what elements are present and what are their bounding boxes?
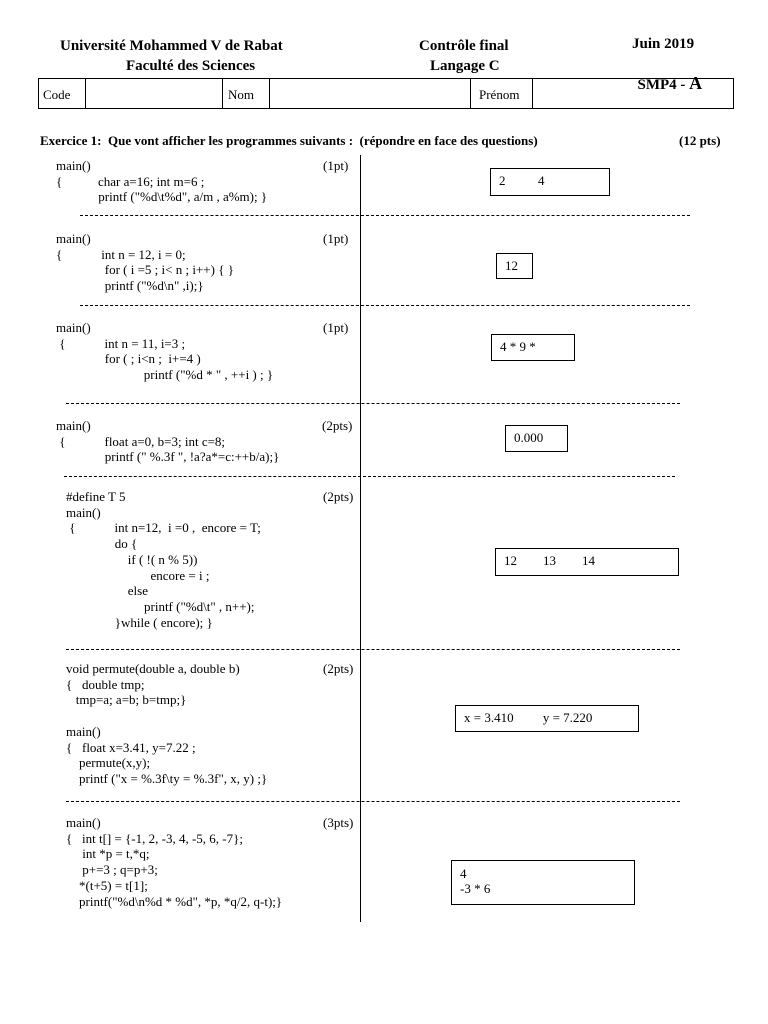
section-label: SMP4 - [637,77,690,93]
code-label: Code [43,87,71,102]
prenom-label-cell [470,79,531,108]
faculty-name: Faculté des Sciences [126,58,256,74]
exercise-title: Exercice 1: Que vont afficher les programmes suivants : (répondre en face des questions) [40,133,538,148]
nom-label: Nom [228,87,254,102]
question-7-code: main() { int t[] = {-1, 2, -3, 4, -5, 6, -7}; int *p = t,*q; p+=3 ; q=p+3; *(t+5) = t[1]; printf("%d\n%d * %d", *p, *q/2, q-t);} [66,815,283,909]
column-divider [360,155,361,922]
course-name: Langage C [430,58,500,74]
exam-title: Contrôle final [419,38,509,54]
question-6-answer[interactable]: x = 3.410 y = 7.220 [455,705,639,732]
exam-variant: A [689,73,703,93]
question-1-answer[interactable]: 2 4 [490,168,610,196]
question-5-code: #define T 5 main() { int n=12, i =0 , encore = T; do { if ( !( n % 5)) encore = i ; else printf ("%d\t" , n++); }while ( encore); } [66,489,261,630]
question-3-answer[interactable]: 4 * 9 * [491,334,575,361]
question-2-code: main() { int n = 12, i = 0; for ( i =5 ; i< n ; i++) { } printf ("%d\n" ,i);} [56,231,234,294]
question-2-answer[interactable]: 12 [496,253,533,279]
question-divider [80,215,690,216]
question-4-answer[interactable]: 0.000 [505,425,568,452]
question-3-points: (1pt) [323,320,349,335]
question-2-points: (1pt) [323,231,349,246]
question-7-points: (3pts) [323,815,354,830]
exam-date: Juin 2019 [632,36,695,52]
nom-label-cell [222,79,268,108]
question-1-code: main() { char a=16; int m=6 ; printf ("%d\t%d", a/m , a%m); } [56,158,268,205]
question-5-answer[interactable]: 12 13 14 [495,548,679,576]
question-3-code: main() { int n = 11, i=3 ; for ( ; i<n ; i+=4 ) printf ("%d * " , ++i ) ; } [56,320,274,383]
question-6-points: (2pts) [323,661,354,676]
question-5-points: (2pts) [323,489,354,504]
nom-field[interactable] [269,79,470,108]
student-id-table [38,78,734,109]
prenom-field[interactable] [532,79,733,108]
code-field[interactable] [85,79,221,108]
question-divider [66,649,680,650]
question-1-points: (1pt) [323,158,349,173]
question-divider [66,801,680,802]
exercise-points: (12 pts) [679,133,721,148]
prenom-label: Prénom [479,87,520,102]
question-7-answer[interactable]: 4 -3 * 6 [451,860,635,905]
question-4-code: main() { float a=0, b=3; int c=8; printf (" %.3f ", !a?a*=c:++b/a);} [56,418,280,465]
question-4-points: (2pts) [322,418,353,433]
question-divider [64,476,675,477]
question-divider [66,403,680,404]
question-6-code: void permute(double a, double b) { double tmp; tmp=a; a=b; b=tmp;} main() { float x=3.41, y=7.22 ; permute(x,y); printf ("x = %.3f\ty = %.3f", x, y) ;} [66,661,268,786]
university-name: Université Mohammed V de Rabat [60,38,283,54]
question-divider [80,305,690,306]
